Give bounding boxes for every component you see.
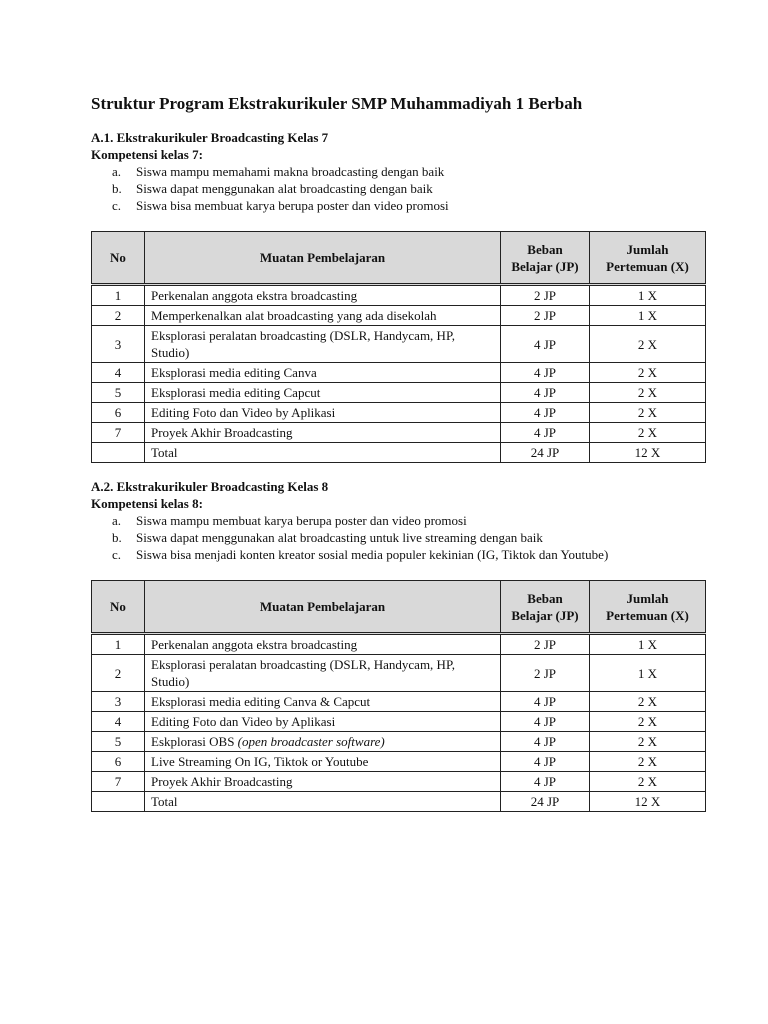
- section-title: A.2. Ekstrakurikuler Broadcasting Kelas 8: [91, 479, 329, 494]
- header-muatan: Muatan Pembelajaran: [145, 232, 501, 285]
- cell-total-jumlah: 12 X: [590, 443, 706, 463]
- cell-total-label: Total: [145, 792, 501, 812]
- cell-muatan: [145, 732, 501, 752]
- cell-no: 1: [92, 285, 145, 306]
- cell-jumlah: 2 X: [590, 772, 706, 792]
- cell-jumlah: 2 X: [590, 363, 706, 383]
- kompetensi-item: [91, 529, 705, 546]
- muatan-text: Eskplorasi OBS: [151, 734, 235, 749]
- kompetensi-label: Kompetensi kelas 8:: [91, 496, 203, 511]
- cell-jumlah: 2 X: [590, 752, 706, 772]
- muatan-text: Eksplorasi peralatan broadcasting (DSLR, Handycam, HP, Studio): [151, 328, 455, 360]
- kompetensi-list: [91, 512, 705, 563]
- kompetensi-label: Kompetensi kelas 7:: [91, 147, 203, 162]
- header-no: No: [92, 581, 145, 634]
- header-jumlah: Jumlah Pertemuan (X): [590, 232, 706, 285]
- cell-jumlah: 1 X: [590, 306, 706, 326]
- cell-jumlah: 2 X: [590, 423, 706, 443]
- cell-no: 5: [92, 383, 145, 403]
- cell-no: 4: [92, 712, 145, 732]
- table-row: [92, 692, 706, 712]
- kompetensi-text: Siswa dapat menggunakan alat broadcasting untuk live streaming dengan baik: [136, 530, 543, 545]
- muatan-text: Editing Foto dan Video by Aplikasi: [151, 714, 336, 729]
- cell-jumlah: 1 X: [590, 634, 706, 655]
- section-kelas-7: [91, 129, 705, 463]
- table-row: [92, 423, 706, 443]
- muatan-text: Live Streaming On IG, Tiktok or Youtube: [151, 754, 369, 769]
- cell-no: 4: [92, 363, 145, 383]
- cell-beban: 2 JP: [501, 285, 590, 306]
- kompetensi-text: Siswa mampu memahami makna broadcasting dengan baik: [136, 164, 445, 179]
- table-total-row: [92, 443, 706, 463]
- cell-no: 2: [92, 306, 145, 326]
- table-row: [92, 363, 706, 383]
- document-title: Struktur Program Ekstrakurikuler SMP Muhammadiyah 1 Berbah: [91, 94, 583, 113]
- cell-beban: 4 JP: [501, 752, 590, 772]
- cell-muatan: [145, 363, 501, 383]
- cell-beban: 2 JP: [501, 306, 590, 326]
- cell-muatan: [145, 634, 501, 655]
- cell-total-jumlah: 12 X: [590, 792, 706, 812]
- muatan-text: Eksplorasi media editing Canva: [151, 365, 317, 380]
- cell-total-beban: 24 JP: [501, 792, 590, 812]
- cell-muatan: [145, 403, 501, 423]
- cell-no: 2: [92, 655, 145, 692]
- muatan-text: Eksplorasi peralatan broadcasting (DSLR, Handycam, HP, Studio): [151, 657, 455, 689]
- kompetensi-text: Siswa bisa menjadi konten kreator sosial media populer kekinian (IG, Tiktok dan Youtube): [136, 547, 609, 562]
- table-row: [92, 712, 706, 732]
- cell-jumlah: 2 X: [590, 383, 706, 403]
- kompetensi-item: [91, 546, 705, 563]
- cell-beban: 4 JP: [501, 732, 590, 752]
- table-header-row: [92, 232, 706, 285]
- kompetensi-item: [91, 512, 705, 529]
- kompetensi-text: Siswa dapat menggunakan alat broadcasting dengan baik: [136, 181, 433, 196]
- cell-no: 6: [92, 403, 145, 423]
- document-page: [91, 93, 705, 812]
- muatan-text: Perkenalan anggota ekstra broadcasting: [151, 288, 358, 303]
- cell-jumlah: 1 X: [590, 285, 706, 306]
- header-muatan: Muatan Pembelajaran: [145, 581, 501, 634]
- cell-muatan: [145, 285, 501, 306]
- cell-beban: 4 JP: [501, 712, 590, 732]
- program-table-kelas-7: [91, 231, 706, 463]
- cell-muatan: [145, 692, 501, 712]
- cell-no: 7: [92, 423, 145, 443]
- cell-total-beban: 24 JP: [501, 443, 590, 463]
- header-jumlah: Jumlah Pertemuan (X): [590, 581, 706, 634]
- header-beban: Beban Belajar (JP): [501, 232, 590, 285]
- cell-no: 7: [92, 772, 145, 792]
- kompetensi-letter: b.: [112, 181, 122, 196]
- cell-beban: 4 JP: [501, 423, 590, 443]
- cell-beban: 4 JP: [501, 772, 590, 792]
- cell-beban: 4 JP: [501, 383, 590, 403]
- kompetensi-letter: c.: [112, 547, 122, 562]
- muatan-text: Proyek Akhir Broadcasting: [151, 774, 293, 789]
- header-beban: Beban Belajar (JP): [501, 581, 590, 634]
- cell-muatan: [145, 306, 501, 326]
- cell-beban: 4 JP: [501, 363, 590, 383]
- kompetensi-letter: b.: [112, 530, 122, 545]
- muatan-text: Perkenalan anggota ekstra broadcasting: [151, 637, 358, 652]
- header-no: No: [92, 232, 145, 285]
- kompetensi-item: [91, 180, 705, 197]
- table-header-row: [92, 581, 706, 634]
- cell-no: 3: [92, 692, 145, 712]
- kompetensi-text: Siswa bisa membuat karya berupa poster dan video promosi: [136, 198, 449, 213]
- kompetensi-letter: a.: [112, 513, 122, 528]
- kompetensi-text: Siswa mampu membuat karya berupa poster dan video promosi: [136, 513, 467, 528]
- cell-no: 6: [92, 752, 145, 772]
- table-row: [92, 285, 706, 306]
- kompetensi-letter: c.: [112, 198, 122, 213]
- table-row: [92, 732, 706, 752]
- cell-beban: 2 JP: [501, 634, 590, 655]
- cell-jumlah: 2 X: [590, 326, 706, 363]
- table-row: [92, 634, 706, 655]
- table-row: [92, 383, 706, 403]
- cell-muatan: [145, 423, 501, 443]
- cell-muatan: [145, 772, 501, 792]
- muatan-text: Memperkenalkan alat broadcasting yang ada disekolah: [151, 308, 437, 323]
- cell-no: 3: [92, 326, 145, 363]
- section-title: A.1. Ekstrakurikuler Broadcasting Kelas 7: [91, 130, 329, 145]
- cell-jumlah: 1 X: [590, 655, 706, 692]
- table-row: [92, 772, 706, 792]
- muatan-italic-text: (open broadcaster software): [234, 734, 385, 749]
- cell-muatan: [145, 655, 501, 692]
- cell-jumlah: 2 X: [590, 403, 706, 423]
- kompetensi-item: [91, 163, 705, 180]
- cell-jumlah: 2 X: [590, 692, 706, 712]
- cell-no: [92, 792, 145, 812]
- cell-muatan: [145, 712, 501, 732]
- kompetensi-item: [91, 197, 705, 214]
- cell-jumlah: 2 X: [590, 732, 706, 752]
- cell-muatan: [145, 752, 501, 772]
- cell-total-label: Total: [145, 443, 501, 463]
- table-total-row: [92, 792, 706, 812]
- table-row: [92, 326, 706, 363]
- cell-no: [92, 443, 145, 463]
- cell-no: 5: [92, 732, 145, 752]
- table-row: [92, 403, 706, 423]
- section-kelas-8: [91, 478, 705, 812]
- cell-beban: 2 JP: [501, 655, 590, 692]
- muatan-text: Editing Foto dan Video by Aplikasi: [151, 405, 336, 420]
- muatan-text: Eksplorasi media editing Capcut: [151, 385, 321, 400]
- cell-beban: 4 JP: [501, 326, 590, 363]
- cell-no: 1: [92, 634, 145, 655]
- table-row: [92, 306, 706, 326]
- cell-jumlah: 2 X: [590, 712, 706, 732]
- cell-muatan: [145, 326, 501, 363]
- muatan-text: Eksplorasi media editing Canva & Capcut: [151, 694, 371, 709]
- kompetensi-letter: a.: [112, 164, 122, 179]
- muatan-text: Proyek Akhir Broadcasting: [151, 425, 293, 440]
- cell-muatan: [145, 383, 501, 403]
- kompetensi-list: [91, 163, 705, 214]
- program-table-kelas-8: [91, 580, 706, 812]
- table-row: [92, 655, 706, 692]
- cell-beban: 4 JP: [501, 403, 590, 423]
- cell-beban: 4 JP: [501, 692, 590, 712]
- table-row: [92, 752, 706, 772]
